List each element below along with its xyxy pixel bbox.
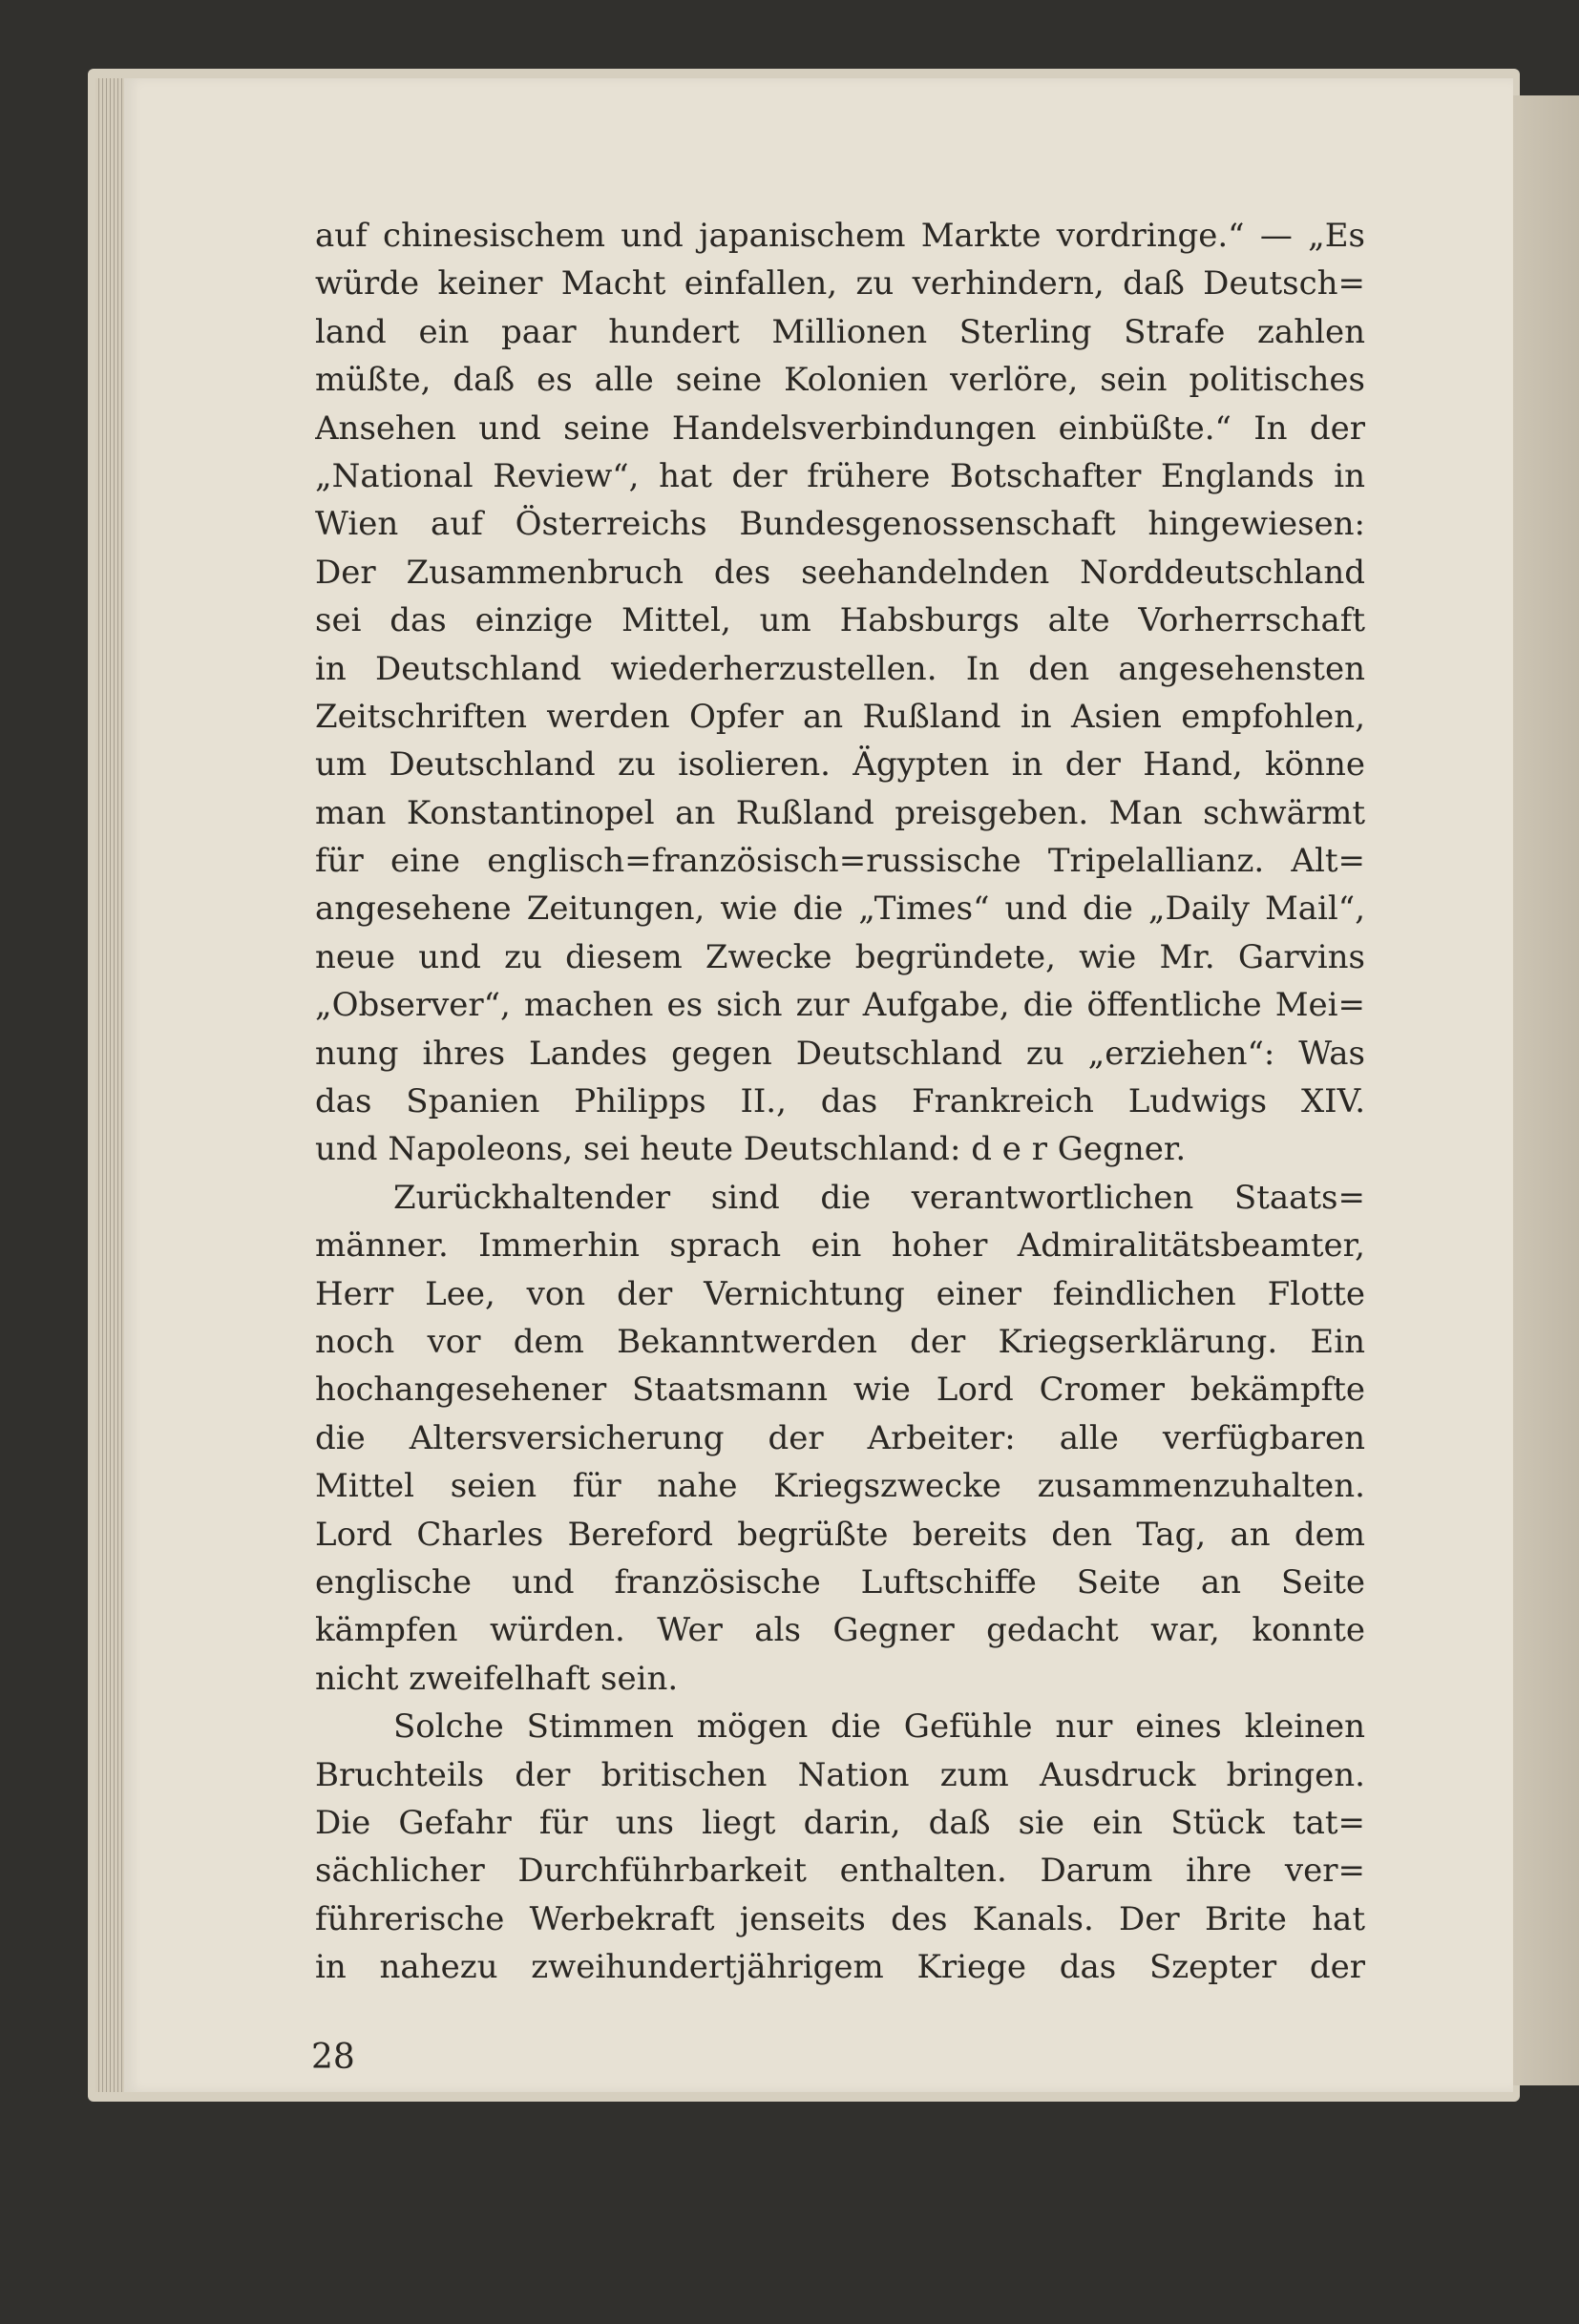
text-line: Der Zusammenbruch des seehandelnden Norddeutschland — [315, 553, 1365, 592]
text-line: englische und französische Luftschiffe Seite an Seite — [315, 1562, 1365, 1602]
text-line: würde keiner Macht einfallen, zu verhindern, daß Deutsch= — [315, 264, 1365, 304]
text-line: müßte, daß es alle seine Kolonien verlöre, sein politisches — [315, 361, 1365, 400]
text-line: die Altersversicherung der Arbeiter: alle verfügbaren — [315, 1418, 1365, 1457]
page-number: 28 — [311, 2038, 355, 2077]
text-line: man Konstantinopel an Rußland preisgeben. Man schwärmt — [315, 793, 1365, 832]
text-line: um Deutschland zu isolieren. Ägypten in der Hand, könne — [315, 745, 1365, 785]
text-line: führerische Werbekraft jenseits des Kanals. Der Brite hat — [315, 1899, 1365, 1938]
text-line: „Observer“, machen es sich zur Aufgabe, die öffentliche Mei= — [315, 986, 1365, 1025]
text-line: Bruchteils der britischen Nation zum Ausdruck bringen. — [315, 1755, 1365, 1794]
text-line: „National Review“, hat der frühere Botschafter Englands in — [315, 456, 1365, 495]
text-line: kämpfen würden. Wer als Gegner gedacht war, konnte — [315, 1611, 1365, 1650]
text-line: angesehene Zeitungen, wie die „Times“ und die „Daily Mail“, — [315, 890, 1365, 929]
text-line: Lord Charles Bereford begrüßte bereits den Tag, an dem — [315, 1515, 1365, 1554]
text-line: für eine englisch=französisch=russische Tripelallianz. Alt= — [315, 842, 1365, 881]
text-line: in nahezu zweihundertjährigem Kriege das Szepter der — [315, 1948, 1365, 1987]
text-line: Die Gefahr für uns liegt darin, daß sie ein Stück tat= — [315, 1803, 1365, 1842]
facing-page-edge — [1513, 95, 1579, 2085]
text-line: männer. Immerhin sprach ein hoher Admiralitätsbeamter, — [315, 1226, 1365, 1266]
text-line: sei das einzige Mittel, um Habsburgs alte Vorherrschaft — [315, 601, 1365, 640]
text-line: Solche Stimmen mögen die Gefühle nur eines kleinen — [393, 1707, 1365, 1747]
text-line: auf chinesischem und japanischem Markte vordringe.“ — „Es — [315, 217, 1365, 255]
text-line: das Spanien Philipps II., das Frankreich Ludwigs XIV. — [315, 1082, 1365, 1121]
text-line: Zurückhaltender sind die verantwortlichen Staats= — [393, 1178, 1365, 1217]
text-line: land ein paar hundert Millionen Sterling Strafe zahlen — [315, 312, 1365, 351]
text-line: nicht zweifelhaft sein. — [315, 1659, 679, 1698]
text-line: in Deutschland wiederherzustellen. In den angesehensten — [315, 649, 1365, 688]
text-line: noch vor dem Bekanntwerden der Kriegserklärung. Ein — [315, 1322, 1365, 1361]
text-line: hochangesehener Staatsmann wie Lord Cromer bekämpfte — [315, 1371, 1365, 1410]
text-line: Zeitschriften werden Opfer an Rußland in Asien empfohlen, — [315, 697, 1365, 736]
page-stack-edge — [95, 78, 124, 2092]
text-line: Mittel seien für nahe Kriegszwecke zusammenzuhalten. — [315, 1467, 1365, 1506]
text-line: sächlicher Durchführbarkeit enthalten. Darum ihre ver= — [315, 1852, 1365, 1891]
text-line: nung ihres Landes gegen Deutschland zu „erziehen“: Was — [315, 1034, 1365, 1073]
text-line: Wien auf Österreichs Bundesgenossenschaft hingewiesen: — [315, 505, 1365, 544]
text-line: und Napoleons, sei heute Deutschland: d e r Gegner. — [315, 1130, 1187, 1169]
text-line: neue und zu diesem Zwecke begründete, wie Mr. Garvins — [315, 937, 1365, 976]
page-body-text — [315, 212, 1365, 1991]
text-line: Herr Lee, von der Vernichtung einer feindlichen Flotte — [315, 1274, 1365, 1313]
text-line: Ansehen und seine Handelsverbindungen einbüßte.“ In der — [315, 408, 1365, 448]
